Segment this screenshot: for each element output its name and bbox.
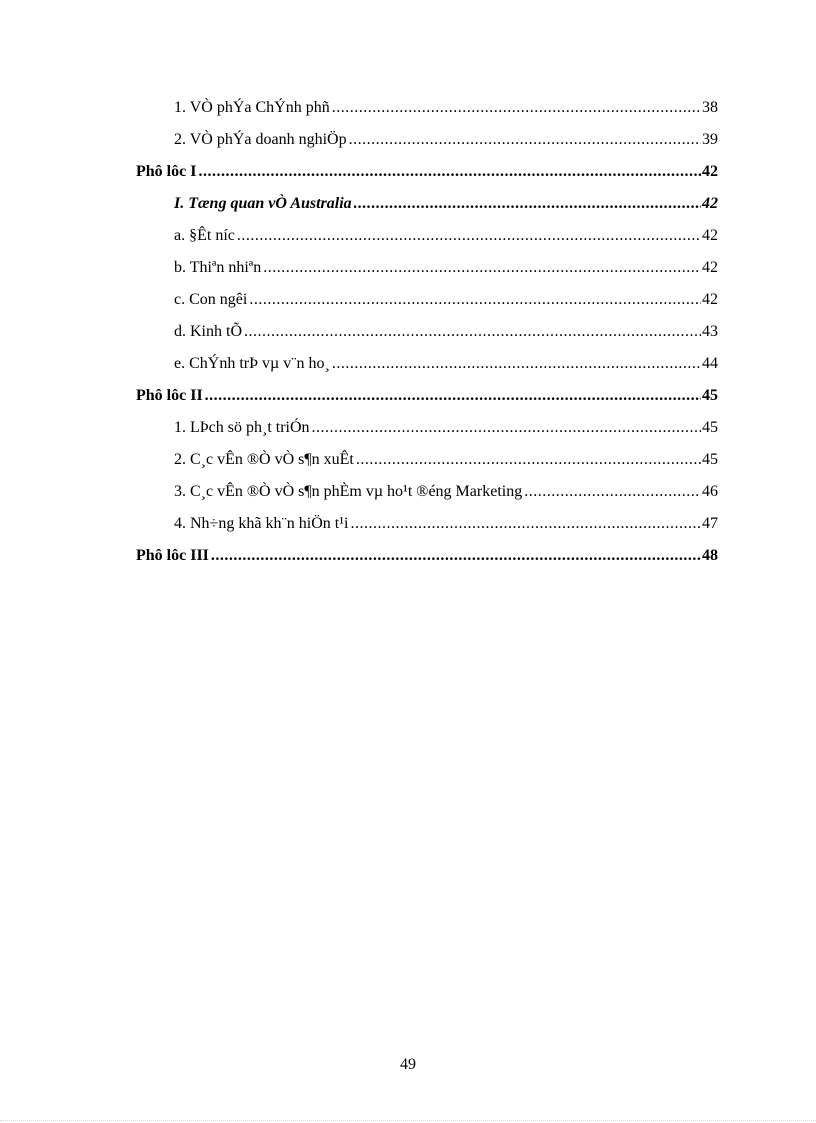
toc-entry-page: 43 bbox=[702, 323, 718, 340]
toc-entry-title: b. Thiªn nhiªn bbox=[174, 259, 262, 276]
toc-entry bbox=[136, 320, 718, 352]
toc-entry-title: a. §Êt níc bbox=[174, 227, 235, 244]
toc-entry-page: 45 bbox=[702, 387, 718, 404]
toc-dot-leader bbox=[198, 160, 701, 184]
toc-entry-page: 44 bbox=[702, 355, 718, 372]
toc-entry-title: Phô lôc II bbox=[136, 387, 203, 404]
toc-entry bbox=[136, 480, 718, 512]
toc-dot-leader bbox=[237, 224, 701, 248]
toc-entry-page: 38 bbox=[702, 99, 718, 116]
toc-entry bbox=[136, 416, 718, 448]
toc-dot-leader bbox=[244, 320, 701, 344]
toc-entry-page: 42 bbox=[702, 259, 718, 276]
page-bottom-border bbox=[0, 1120, 816, 1121]
toc-dot-leader bbox=[354, 192, 701, 216]
toc-entry-title: Phô lôc III bbox=[136, 547, 209, 564]
toc-entry-title: 1. VÒ phÝa ChÝnh phñ bbox=[174, 99, 330, 116]
toc-dot-leader bbox=[524, 480, 701, 504]
toc-entry-page: 42 bbox=[702, 227, 718, 244]
toc-entry-page: 47 bbox=[702, 515, 718, 532]
toc-entry-title: c. Con ngêi bbox=[174, 291, 248, 308]
toc-dot-leader bbox=[249, 288, 701, 312]
toc-entry-page: 45 bbox=[702, 451, 718, 468]
toc-entry bbox=[136, 544, 718, 576]
toc-entry-title: d. Kinh tÕ bbox=[174, 323, 242, 340]
toc-entry-page: 39 bbox=[702, 131, 718, 148]
toc-entry bbox=[136, 352, 718, 384]
toc-entry-title: 2. VÒ phÝa doanh nghiÖp bbox=[174, 131, 347, 148]
page-number: 49 bbox=[400, 1056, 416, 1073]
toc-entry-title: I. Tæng quan vÒ Australia bbox=[174, 195, 352, 212]
toc-entry-page: 42 bbox=[702, 291, 718, 308]
toc-entry-title: 4. Nh÷ng khã kh¨n hiÖn t¹i bbox=[174, 515, 349, 532]
toc-entry-page: 42 bbox=[702, 163, 718, 180]
toc-entry-page: 46 bbox=[702, 483, 718, 500]
toc-dot-leader bbox=[350, 512, 701, 536]
table-of-contents bbox=[136, 96, 718, 576]
toc-dot-leader bbox=[356, 448, 701, 472]
toc-entry-page: 42 bbox=[702, 195, 718, 212]
toc-entry bbox=[136, 160, 718, 192]
toc-entry bbox=[136, 224, 718, 256]
toc-entry bbox=[136, 512, 718, 544]
toc-entry-title: Phô lôc I bbox=[136, 163, 197, 180]
toc-dot-leader bbox=[205, 384, 701, 408]
toc-entry bbox=[136, 448, 718, 480]
toc-dot-leader bbox=[263, 256, 701, 280]
toc-entry bbox=[136, 288, 718, 320]
toc-entry bbox=[136, 384, 718, 416]
toc-dot-leader bbox=[211, 544, 701, 568]
toc-dot-leader bbox=[349, 128, 701, 152]
toc-dot-leader bbox=[332, 96, 701, 120]
toc-entry-page: 48 bbox=[702, 547, 718, 564]
toc-entry-title: 3. C¸c vÊn ®Ò vÒ s¶n phÈm vµ ho¹t ®éng Marketing bbox=[174, 483, 523, 500]
toc-entry-title: 1. LÞch sö ph¸t triÓn bbox=[174, 419, 310, 436]
toc-entry bbox=[136, 192, 718, 224]
toc-dot-leader bbox=[312, 416, 701, 440]
toc-entry bbox=[136, 256, 718, 288]
toc-entry-title: e. ChÝnh trÞ vµ v¨n ho¸ bbox=[174, 355, 330, 372]
toc-entry bbox=[136, 96, 718, 128]
toc-dot-leader bbox=[332, 352, 701, 376]
toc-entry-title: 2. C¸c vÊn ®Ò vÒ s¶n xuÊt bbox=[174, 451, 354, 468]
toc-entry bbox=[136, 128, 718, 160]
toc-entry-page: 45 bbox=[702, 419, 718, 436]
